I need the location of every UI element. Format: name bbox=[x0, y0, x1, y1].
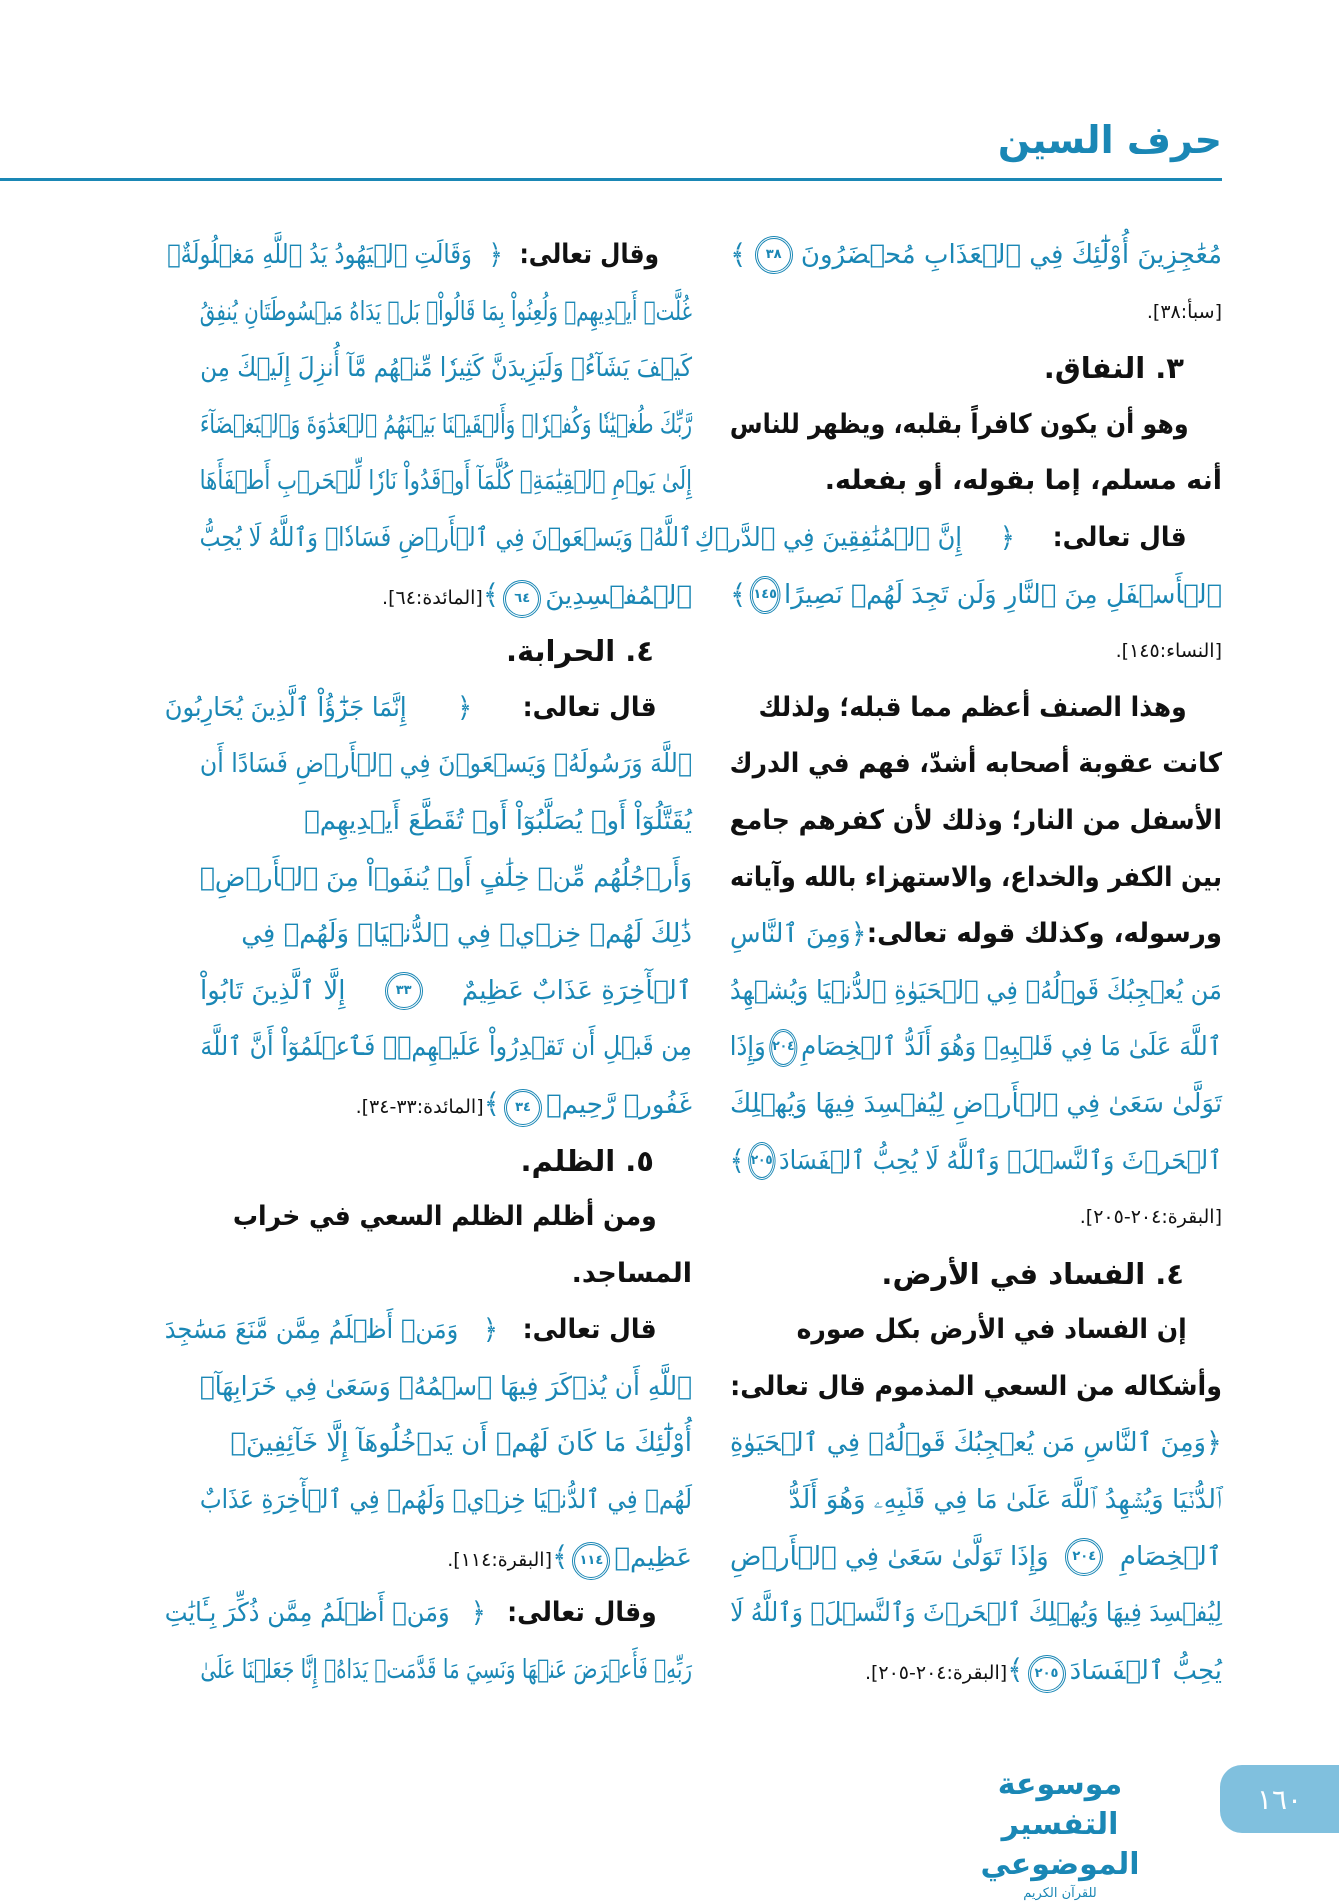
ornate-bracket-icon: ﴿ bbox=[482, 1313, 499, 1347]
text-line bbox=[730, 1019, 1222, 1076]
quran-text: لِيُفۡسِدَ فِيهَا وَيُهۡلِكَ ٱلۡحَرۡثَ وَٱلنَّسۡلَۚ وَٱللَّهُ لَا bbox=[730, 1598, 1222, 1629]
quran-text: مِن قَبۡلِ أَن تَقۡدِرُواْ عَلَيۡهِمۡۖ فَٱعۡلَمُوٓاْ أَنَّ ٱللَّهَ bbox=[200, 1032, 692, 1063]
quran-text: مَن يُعۡجِبُكَ قَوۡلُهُۥ فِي ٱلۡحَيَوٰةِ ٱلدُّنۡيَا وَيُشۡهِدُ bbox=[729, 975, 1222, 1006]
body-text: ورسوله، وكذلك قوله تعالى: bbox=[866, 918, 1222, 950]
verse-reference: [المائدة:٦٤]. bbox=[382, 586, 483, 609]
quran-text: رَبِّهِۦ فَأَعۡرَضَ عَنۡهَا وَنَسِيَ مَا قَدَّمَتۡ يَدَاهُۚ إِنَّا جَعَلۡنَا عَلَىٰ bbox=[200, 1654, 692, 1685]
text-line bbox=[200, 1019, 692, 1076]
body-text: وهو أن يكون كافراً بقلبه، ويظهر للناس bbox=[729, 408, 1189, 440]
quran-text: وَمِنَ ٱلنَّاسِ bbox=[730, 919, 851, 950]
book-logo bbox=[935, 1765, 1185, 1903]
text-line bbox=[164, 1302, 692, 1359]
text-line bbox=[730, 227, 1222, 284]
text-line bbox=[200, 1642, 692, 1699]
ornate-bracket-icon: ﴾ bbox=[730, 238, 747, 271]
quran-text: وَإِذَا تَوَلَّىٰ سَعَىٰ فِي ٱلۡأَرۡضِ bbox=[730, 1541, 1049, 1572]
quran-text: يُقَتَّلُوٓاْ أَوۡ يُصَلَّبُوٓاْ أَوۡ تُقَطَّعَ أَيۡدِيهِمۡ bbox=[304, 805, 692, 836]
text-line bbox=[200, 453, 692, 510]
quran-text: وَمِنَ ٱلنَّاسِ مَن يُعۡجِبُكَ قَوۡلُهُۥ فِي ٱلۡحَيَوٰةِ bbox=[729, 1428, 1206, 1459]
text-line bbox=[200, 567, 692, 624]
ayah-number-marker: ٣٨ bbox=[755, 236, 793, 274]
section-heading: ٥. الظلم. bbox=[520, 1143, 654, 1178]
ayah-number-marker: ٢٠٥ bbox=[1028, 1655, 1066, 1693]
text-line bbox=[730, 397, 1222, 454]
text-line bbox=[730, 1529, 1222, 1586]
text-line bbox=[730, 850, 1222, 907]
quran-text: ٱلۡحَرۡثَ وَٱلنَّسۡلَۚ وَٱللَّهُ لَا يُحِبُّ ٱلۡفَسَادَ bbox=[779, 1145, 1222, 1176]
text-line bbox=[730, 340, 1222, 397]
text-line bbox=[730, 1076, 1222, 1133]
section-heading: ٤. الفساد في الأرض. bbox=[881, 1256, 1184, 1291]
quran-text: تَوَلَّىٰ سَعَىٰ فِي ٱلۡأَرۡضِ لِيُفۡسِدَ فِيهَا وَيُهۡلِكَ bbox=[729, 1088, 1222, 1119]
quran-text: ٱلۡأَسۡفَلِ مِنَ ٱلنَّارِ وَلَن تَجِدَ لَهُمۡ نَصِيرًا bbox=[784, 579, 1222, 610]
text-line bbox=[730, 1359, 1222, 1416]
text-line bbox=[200, 1359, 692, 1416]
text-line bbox=[200, 340, 692, 397]
ayah-number-marker: ١١٤ bbox=[572, 1542, 610, 1580]
body-text: ومن أظلم الظلم السعي في خراب bbox=[232, 1201, 657, 1233]
quran-text: ٱلۡأٓخِرَةِ عَذَابٌ عَظِيمٌ bbox=[461, 975, 692, 1006]
text-line bbox=[200, 793, 692, 850]
verse-reference: [البقرة:١١٤]. bbox=[447, 1548, 552, 1571]
quran-text: ٱللَّهُۚ وَيَسۡعَوۡنَ فِي ٱلۡأَرۡضِ فَسَادٗاۚ وَٱللَّهُ لَا يُحِبُّ bbox=[199, 522, 692, 553]
text-line bbox=[200, 623, 692, 680]
quran-text: إِلَىٰ يَوۡمِ ٱلۡقِيَٰمَةِۚ كُلَّمَآ أَوۡقَدُواْ نَارٗا لِّلۡحَرۡبِ أَطۡفَأَهَا bbox=[199, 466, 692, 497]
quran-text: ٱلۡخِصَامِ bbox=[1119, 1541, 1222, 1572]
body-text: وقال تعالى: bbox=[519, 239, 660, 270]
ayah-number-marker: ١٤٥ bbox=[750, 576, 780, 614]
right-text-column bbox=[694, 227, 1222, 1698]
ornate-bracket-icon: ﴿ bbox=[999, 520, 1015, 554]
text-line bbox=[730, 793, 1222, 850]
chapter-title: حرف السين bbox=[997, 118, 1222, 162]
body-text: قال تعالى: bbox=[522, 1314, 657, 1346]
text-line bbox=[730, 453, 1222, 510]
text-line bbox=[200, 850, 692, 907]
body-text: بين الكفر والخداع، والاستهزاء بالله وآياته bbox=[730, 861, 1222, 893]
body-text: إن الفساد في الأرض بكل صوره bbox=[796, 1314, 1187, 1346]
text-line bbox=[200, 736, 692, 793]
body-text: كانت عقوبة أصحابه أشدّ، فهم في الدرك bbox=[729, 748, 1222, 780]
ornate-bracket-icon: ﴿ bbox=[456, 690, 473, 724]
quran-text: غُلَّتۡ أَيۡدِيهِمۡ وَلُعِنُواْ بِمَا قَالُواْۘ بَلۡ يَدَاهُ مَبۡسُوطَتَانِ يُنفِقُ bbox=[199, 296, 693, 327]
body-text: وهذا الصنف أعظم مما قبله؛ ولذلك bbox=[758, 691, 1187, 723]
quran-text: مُعَٰجِزِينَ أُوْلَٰٓئِكَ فِي ٱلۡعَذَابِ مُحۡضَرُونَ bbox=[800, 240, 1222, 270]
text-line bbox=[164, 1585, 692, 1642]
text-line bbox=[200, 1076, 692, 1133]
quran-text: ٱللَّهَ وَرَسُولَهُۥ وَيَسۡعَوۡنَ فِي ٱلۡأَرۡضِ فَسَادًا أَن bbox=[199, 749, 692, 780]
text-line bbox=[200, 1246, 692, 1303]
ornate-bracket-icon: ﴾ bbox=[729, 1143, 745, 1177]
text-line bbox=[730, 1472, 1222, 1529]
text-line bbox=[730, 1133, 1222, 1190]
page-number: ١٦٠ bbox=[1220, 1765, 1339, 1833]
text-line bbox=[200, 284, 692, 341]
ornate-bracket-icon: ﴾ bbox=[730, 577, 747, 611]
quran-text: ٱللَّهَ عَلَىٰ مَا فِي قَلۡبِهِۦ وَهُوَ أَلَدُّ ٱلۡخِصَامِ bbox=[801, 1032, 1222, 1063]
verse-reference: [النساء:١٤٥]. bbox=[1115, 640, 1222, 663]
ayah-number-marker: ٦٤ bbox=[503, 580, 541, 618]
text-line bbox=[730, 1246, 1222, 1303]
text-line bbox=[200, 1133, 692, 1190]
text-line bbox=[730, 284, 1222, 341]
text-line bbox=[200, 963, 692, 1020]
body-text: قال تعالى: bbox=[522, 691, 657, 723]
body-text: وأشكاله من السعي المذموم قال تعالى: bbox=[730, 1370, 1222, 1402]
verse-reference: [البقرة:٢٠٤-٢٠٥]. bbox=[1079, 1206, 1222, 1229]
quran-text: غَفُورٞ رَّحِيمٞ bbox=[546, 1089, 692, 1120]
text-line bbox=[730, 1415, 1222, 1472]
quran-text: عَظِيمٞ bbox=[614, 1542, 692, 1573]
quran-text: وَمَنۡ أَظۡلَمُ مِمَّن مَّنَعَ مَسَٰجِدَ bbox=[164, 1315, 459, 1346]
quran-text: ٱلدُّنۡيَا وَيُشۡهِدُ ٱللَّهَ عَلَىٰ مَا فِي قَلۡبِهِۦ وَهُوَ أَلَدُّ bbox=[788, 1485, 1222, 1516]
body-text: المساجد. bbox=[571, 1257, 692, 1289]
ornate-bracket-icon: ﴿ bbox=[488, 238, 503, 271]
text-line bbox=[200, 906, 692, 963]
body-text: قال تعالى: bbox=[1052, 521, 1187, 553]
ayah-number-marker: ٣٤ bbox=[504, 1089, 542, 1127]
quran-text: إِنَّمَا جَزَٰٓؤُاْ ٱلَّذِينَ يُحَارِبُونَ bbox=[164, 692, 407, 723]
text-line bbox=[200, 397, 692, 454]
ornate-bracket-icon: ﴿ bbox=[850, 917, 867, 951]
quran-text: وَمَنۡ أَظۡلَمُ مِمَّن ذُكِّرَ بِـَٔايَٰتِ bbox=[164, 1598, 450, 1629]
ornate-bracket-icon: ﴾ bbox=[552, 1539, 569, 1573]
text-line bbox=[200, 1415, 692, 1472]
section-heading: ٤. الحرابة. bbox=[505, 634, 654, 669]
ayah-number-marker: ٢٠٥ bbox=[748, 1142, 775, 1180]
verse-reference: [البقرة:٢٠٤-٢٠٥]. bbox=[864, 1661, 1008, 1684]
text-line bbox=[200, 1529, 692, 1586]
quran-text: إِلَّا ٱلَّذِينَ تَابُواْ bbox=[200, 975, 346, 1006]
text-line bbox=[200, 1472, 692, 1529]
body-text: الأسفل من النار؛ وذلك لأن كفرهم جامع bbox=[729, 804, 1222, 836]
text-line bbox=[730, 906, 1222, 963]
logo-subtitle: للقرآن الكريم bbox=[1023, 1886, 1097, 1901]
text-line bbox=[167, 227, 692, 284]
text-line bbox=[730, 736, 1222, 793]
quran-text: ٱللَّهِ أَن يُذۡكَرَ فِيهَا ٱسۡمُهُۥ وَسَعَىٰ فِي خَرَابِهَآۚ bbox=[199, 1371, 693, 1402]
quran-text: وَأَرۡجُلُهُم مِّنۡ خِلَٰفٍ أَوۡ يُنفَوۡاْ مِنَ ٱلۡأَرۡضِۚ bbox=[199, 862, 692, 893]
ornate-bracket-icon: ﴾ bbox=[1007, 1652, 1024, 1686]
text-line bbox=[730, 1189, 1222, 1246]
text-line bbox=[694, 510, 1222, 567]
text-line bbox=[730, 963, 1222, 1020]
quran-text: رَّبِّكَ طُغۡيَٰنٗا وَكُفۡرٗاۚ وَأَلۡقَيۡنَا بَيۡنَهُمُ ٱلۡعَدَٰوَةَ وَٱلۡبَغۡضَآءَ bbox=[200, 409, 692, 440]
quran-text: أُوْلَٰٓئِكَ مَا كَانَ لَهُمۡ أَن يَدۡخُلُوهَآ إِلَّا خَآئِفِينَۚ bbox=[230, 1428, 692, 1459]
ayah-number-marker: ٢٠٤ bbox=[770, 1029, 798, 1067]
body-text: وقال تعالى: bbox=[507, 1597, 657, 1629]
quran-text: يُحِبُّ ٱلۡفَسَادَ bbox=[1069, 1655, 1222, 1686]
logo-title: موسوعة التفسير الموضوعي bbox=[980, 1767, 1140, 1882]
quran-text: وَقَالَتِ ٱلۡيَهُودُ يَدُ ٱللَّهِ مَغۡلُولَةٌۚ bbox=[167, 240, 472, 270]
quran-text: ذَٰلِكَ لَهُمۡ خِزۡيٞ فِي ٱلدُّنۡيَاۖ وَلَهُمۡ فِي bbox=[241, 919, 692, 950]
text-line bbox=[730, 567, 1222, 624]
quran-text: لَهُمۡ فِي ٱلدُّنۡيَا خِزۡيٞ وَلَهُمۡ فِي ٱلۡأٓخِرَةِ عَذَابٌ bbox=[199, 1485, 692, 1516]
text-line bbox=[730, 1642, 1222, 1699]
quran-text: كَيۡفَ يَشَآءُۚ وَلَيَزِيدَنَّ كَثِيرٗا مِّنۡهُم مَّآ أُنزِلَ إِلَيۡكَ مِن bbox=[200, 353, 692, 384]
ayah-number-marker: ٣٣ bbox=[385, 972, 423, 1010]
quran-text: وَإِذَا bbox=[729, 1032, 766, 1063]
text-line bbox=[730, 1585, 1222, 1642]
text-line bbox=[730, 623, 1222, 680]
header-divider bbox=[0, 178, 1222, 181]
text-line bbox=[200, 1189, 692, 1246]
verse-reference: [المائدة:٣٣-٣٤]. bbox=[355, 1095, 484, 1118]
ornate-bracket-icon: ﴾ bbox=[482, 577, 500, 611]
quran-text: إِنَّ ٱلۡمُنَٰفِقِينَ فِي ٱلدَّرۡكِ bbox=[694, 522, 963, 553]
ornate-bracket-icon: ﴿ bbox=[1205, 1426, 1222, 1460]
text-line bbox=[200, 510, 692, 567]
section-heading: ٣. النفاق. bbox=[1043, 351, 1184, 386]
body-text: أنه مسلم، إما بقوله، أو بفعله. bbox=[824, 465, 1222, 497]
text-line bbox=[164, 680, 692, 737]
ornate-bracket-icon: ﴾ bbox=[483, 1086, 501, 1120]
left-text-column bbox=[164, 227, 693, 1698]
ayah-number-marker: ٢٠٤ bbox=[1065, 1538, 1103, 1576]
text-line bbox=[730, 680, 1222, 737]
ornate-bracket-icon: ﴿ bbox=[470, 1596, 487, 1630]
text-line bbox=[730, 1302, 1222, 1359]
quran-text: ٱلۡمُفۡسِدِينَ bbox=[545, 580, 692, 611]
verse-reference: [سبأ:٣٨]. bbox=[1146, 300, 1222, 323]
